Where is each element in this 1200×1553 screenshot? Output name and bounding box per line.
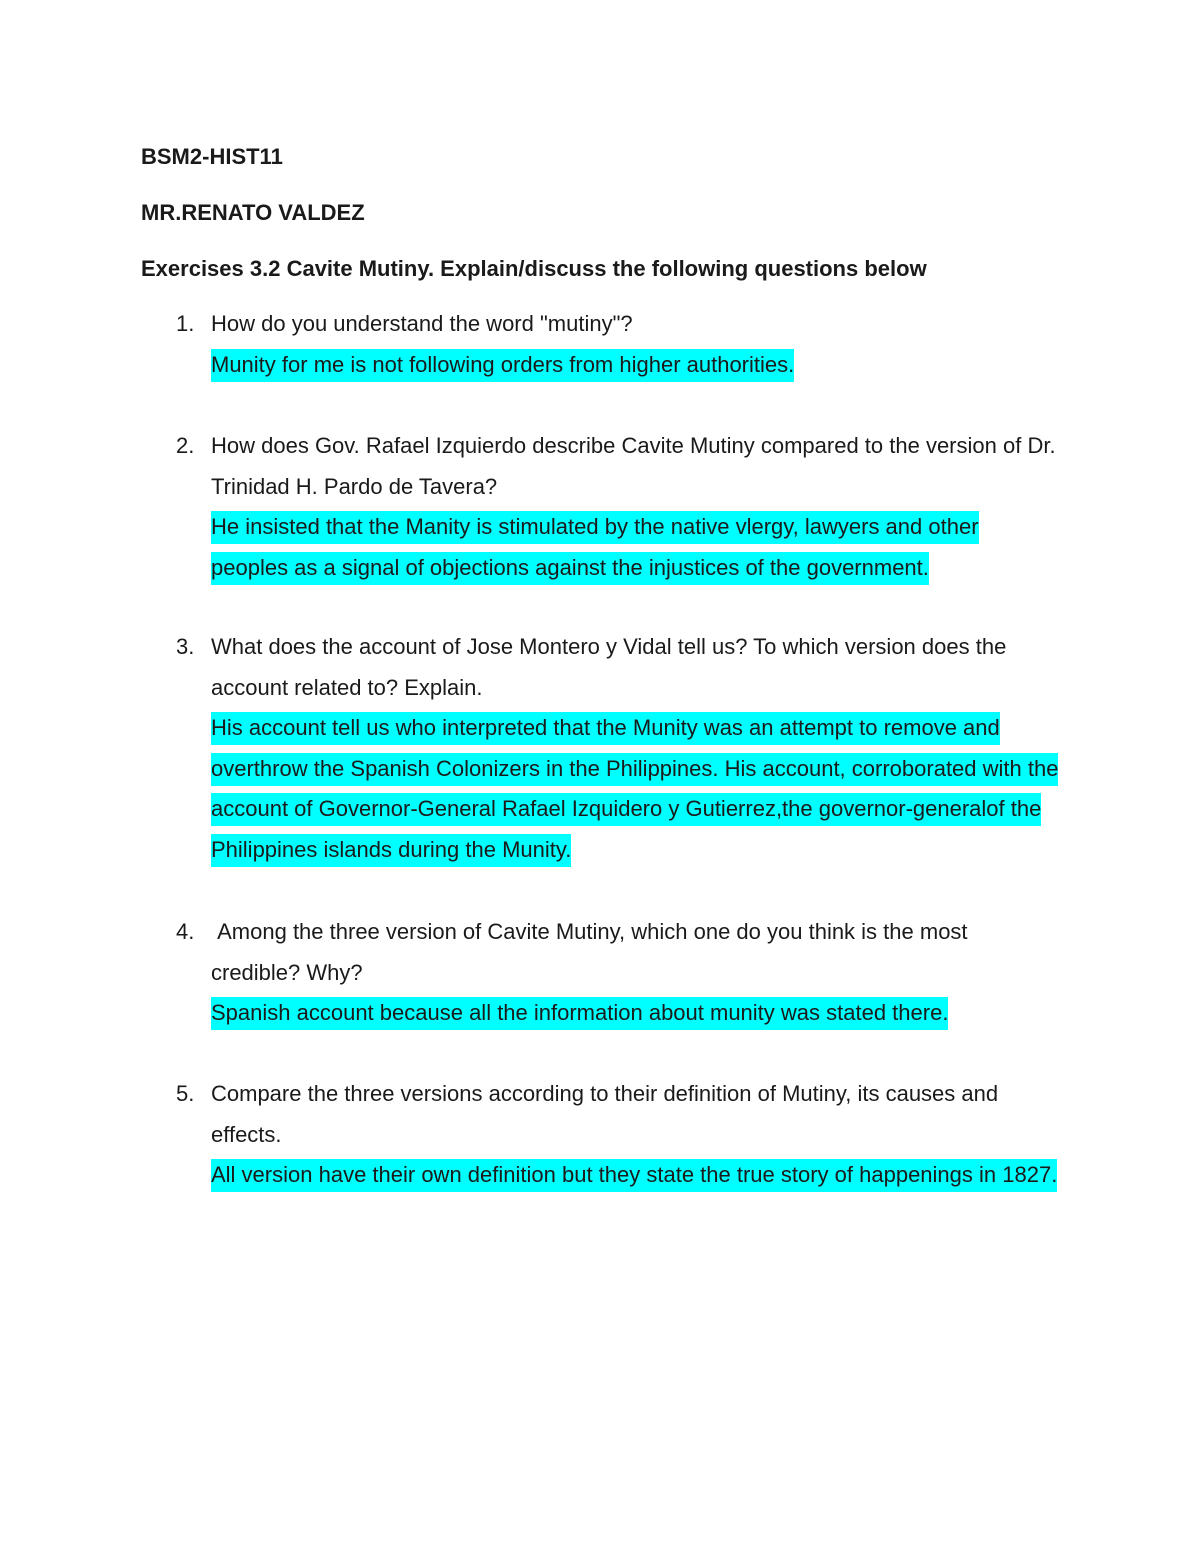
question-number: 2.: [176, 433, 195, 458]
question-block-1: [176, 304, 1076, 385]
question-text: What does the account of Jose Montero y Vidal tell us? To which version does the account related to? Explain.: [211, 634, 1013, 700]
answer-text: His account tell us who interpreted that the Munity was an attempt to remove and overthrow the Spanish Colonizers in the Philippines. His account, corroborated with the account of Governor-General Rafael Izquidero y Gutierrez,the governor-generalof the Philippines islands during the Munity.: [211, 712, 1058, 867]
question-block-5: [176, 1074, 1076, 1196]
question-block-3: [176, 627, 1076, 870]
course-code: BSM2-HIST11: [141, 144, 283, 169]
question-text: How does Gov. Rafael Izquierdo describe Cavite Mutiny compared to the version of Dr. Trinidad H. Pardo de Tavera?: [211, 433, 1062, 499]
question-block-4: [176, 912, 1076, 1034]
question-text: How do you understand the word "mutiny"?: [211, 311, 633, 336]
question-text: Among the three version of Cavite Mutiny, which one do you think is the most credible? Why?: [211, 919, 974, 985]
question-number: 3.: [176, 634, 195, 659]
teacher-name: MR.RENATO VALDEZ: [141, 200, 365, 225]
exercise-instructions: Exercises 3.2 Cavite Mutiny. Explain/discuss the following questions below: [141, 256, 927, 281]
answer-text: He insisted that the Manity is stimulated by the native vlergy, lawyers and other peoples as a signal of objections against the injustices of the government.: [211, 511, 979, 585]
answer-text: Munity for me is not following orders from higher authorities.: [211, 349, 794, 382]
question-number: 5.: [176, 1081, 195, 1106]
answer-text: Spanish account because all the information about munity was stated there.: [211, 997, 948, 1030]
question-block-2: [176, 426, 1076, 588]
question-text: Compare the three versions according to their definition of Mutiny, its causes and effects.: [211, 1081, 1005, 1147]
answer-text: All version have their own definition but they state the true story of happenings in 1827.: [211, 1159, 1057, 1192]
question-number: 4.: [176, 919, 195, 944]
question-number: 1.: [176, 311, 195, 336]
